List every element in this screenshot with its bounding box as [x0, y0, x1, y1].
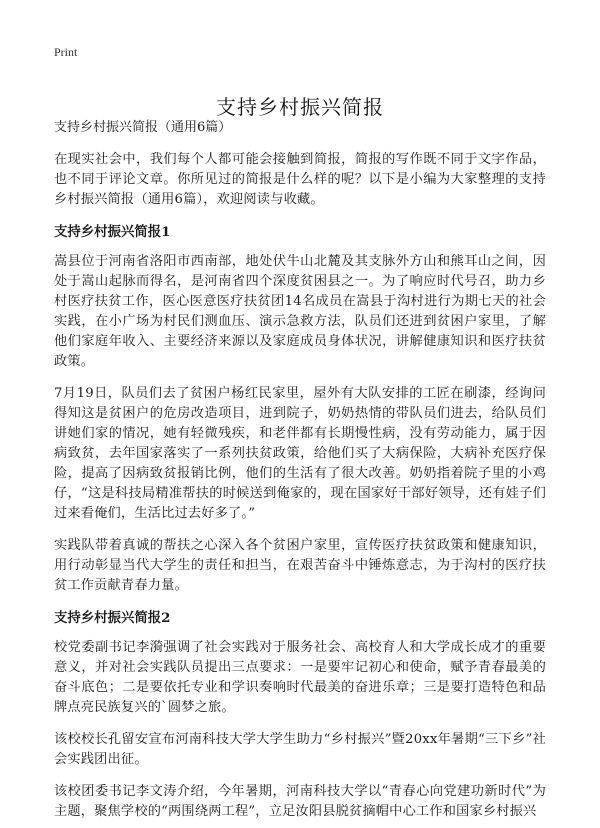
section-2-paragraph-3: 该校团委书记李文涛介绍，今年暑期，河南科技大学以“青春心向党建功新时代”为主题，聚焦学校的“两围绕两工程”，立足汝阳县脱贫摘帽中心工作和国家乡村振兴: [54, 784, 546, 819]
section-2-paragraph-1: 校党委副书记李漪强调了社会实践对于服务社会、高校育人和大学成长成才的重要意义，并对社会实践队员提出三点要求：一是要牢记初心和使命，赋予青春最美的奋斗底色；二是要依托专业和学识奏响时代最美的奋进乐章；三是要打造特色和品牌点亮民族复兴的`圆梦之旅。: [54, 640, 546, 715]
section-1-paragraph-3: 实践队带着真诚的帮扶之心深入各个贫困户家里，宣传医疗扶贫政策和健康知识，用行动彰显当代大学生的责任和担当，在艰苦奋斗中锤炼意志，为于沟村的医疗扶贫工作贡献青春力量。: [54, 538, 546, 593]
article-body: [54, 118, 546, 828]
print-link[interactable]: Print: [54, 45, 78, 59]
section-heading-2: 支持乡村振兴简报2: [54, 610, 171, 626]
section-2-paragraph-2: 该校校长孔留安宣布河南科技大学大学生助力“乡村振兴”暨20xx年暑期“三下乡”社会实践团出征。: [54, 732, 546, 767]
section-1-paragraph-1: 嵩县位于河南省洛阳市西南部，地处伏牛山北麓及其支脉外方山和熊耳山之间，因处于嵩山起脉而得名，是河南省四个深度贫困县之一。为了响应时代号召，助力乡村医疗扶贫工作，医心医意医疗扶贫团14名成员在嵩县于沟村进行为期七天的社会实践，在小广场为村民们测血压、演示急救方法，队员们还进到贫困户家里，了解他们家庭年收入、主要经济来源以及家庭成员身体状况，讲解健康知识和医疗扶贫政策。: [54, 254, 546, 369]
intro-paragraph: 在现实社会中，我们每个人都可能会接触到简报，简报的写作既不同于文字作品，也不同于评论文章。你所见过的简报是什么样的呢？以下是小编为大家整理的支持乡村振兴简报（通用6篇），欢迎阅读与收藏。: [54, 152, 546, 207]
article-subtitle: 支持乡村振兴简报（通用6篇）: [54, 120, 232, 135]
section-1-paragraph-2: 7月19日，队员们去了贫困户杨红民家里，屋外有大队安排的工匠在刷漆，经询问得知这是贫困户的危房改造项目，进到院子，奶奶热情的带队员们进去，给队员们讲她们家的情况，她有轻微残疾，和老伴都有长期慢性病，没有劳动能力，属于因病致贫，去年国家落实了一系列扶贫政策，给他们买了大病保险，大病补充医疗保险，提高了因病致贫报销比例，他们的生活有了很大改善。奶奶指着院子里的小鸡仔，“这是科技局精准帮扶的时候送到俺家的，现在国家好干部好领导，还有娃子们过来看俺们，生活比过去好多了。”: [54, 386, 546, 521]
page-title: 支持乡村振兴简报: [216, 95, 384, 120]
section-heading-1: 支持乡村振兴简报1: [54, 224, 171, 240]
